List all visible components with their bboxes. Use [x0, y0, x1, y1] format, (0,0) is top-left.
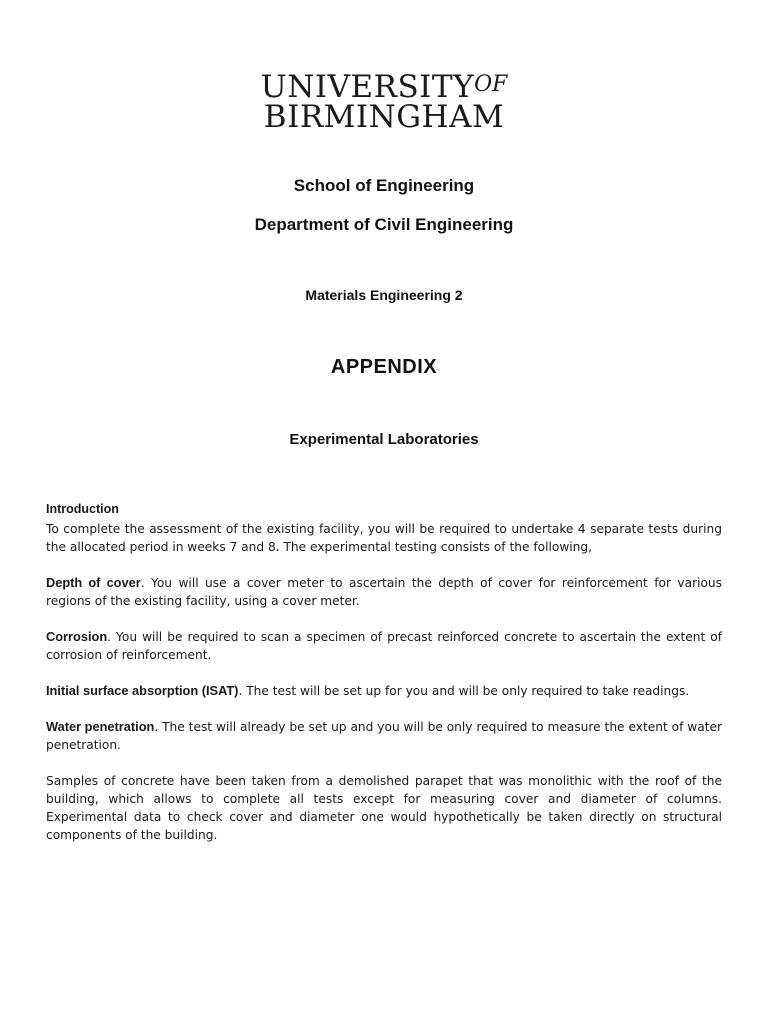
document-body: [46, 500, 722, 844]
test-term: Initial surface absorption (ISAT): [46, 683, 239, 698]
labs-heading: Experimental Laboratories: [289, 431, 479, 448]
introduction-title: Introduction: [46, 502, 119, 516]
test-description: . The test will already be set up and you will be only required to measure the extent of water penetration.: [46, 720, 722, 752]
logo-of-text: OF: [474, 72, 508, 97]
closing-paragraph: Samples of concrete have been taken from a demolished parapet that was monolithic with the roof of the building, which allows to complete all tests except for measuring cover and diameter of columns. Experimental data to check cover and diameter one would hypothetically be taken directly on structural components of the building.: [46, 774, 722, 842]
test-corrosion: [46, 628, 722, 664]
department-heading: Department of Civil Engineering: [254, 215, 514, 234]
course-heading: Materials Engineering 2: [305, 287, 463, 303]
logo-line-1: [0, 69, 768, 105]
test-isat: [46, 682, 722, 700]
test-term: Corrosion: [46, 629, 108, 644]
test-depth-of-cover: [46, 574, 722, 610]
test-term: Depth of cover: [46, 575, 141, 590]
introduction-paragraph: To complete the assessment of the existing facility, you will be required to undertake 4 separate tests during the allocated period in weeks 7 and 8. The experimental testing consists of the following,: [46, 522, 722, 554]
school-heading: School of Engineering: [293, 176, 475, 195]
university-logo: [0, 69, 768, 135]
test-term: Water penetration: [46, 719, 155, 734]
test-description: . The test will be set up for you and will be only required to take readings.: [238, 684, 690, 698]
test-description: . You will use a cover meter to ascertain the depth of cover for reinforcement for various regions of the existing facility, using a cover meter.: [46, 576, 723, 608]
test-description: . You will be required to scan a specimen of precast reinforced concrete to ascertain the extent of corrosion of reinforcement.: [46, 630, 722, 662]
logo-university-text: UNIVERSITY: [260, 69, 475, 105]
appendix-heading: APPENDIX: [330, 356, 438, 378]
logo-line-2: BIRMINGHAM: [263, 99, 505, 135]
test-water-penetration: [46, 718, 722, 754]
